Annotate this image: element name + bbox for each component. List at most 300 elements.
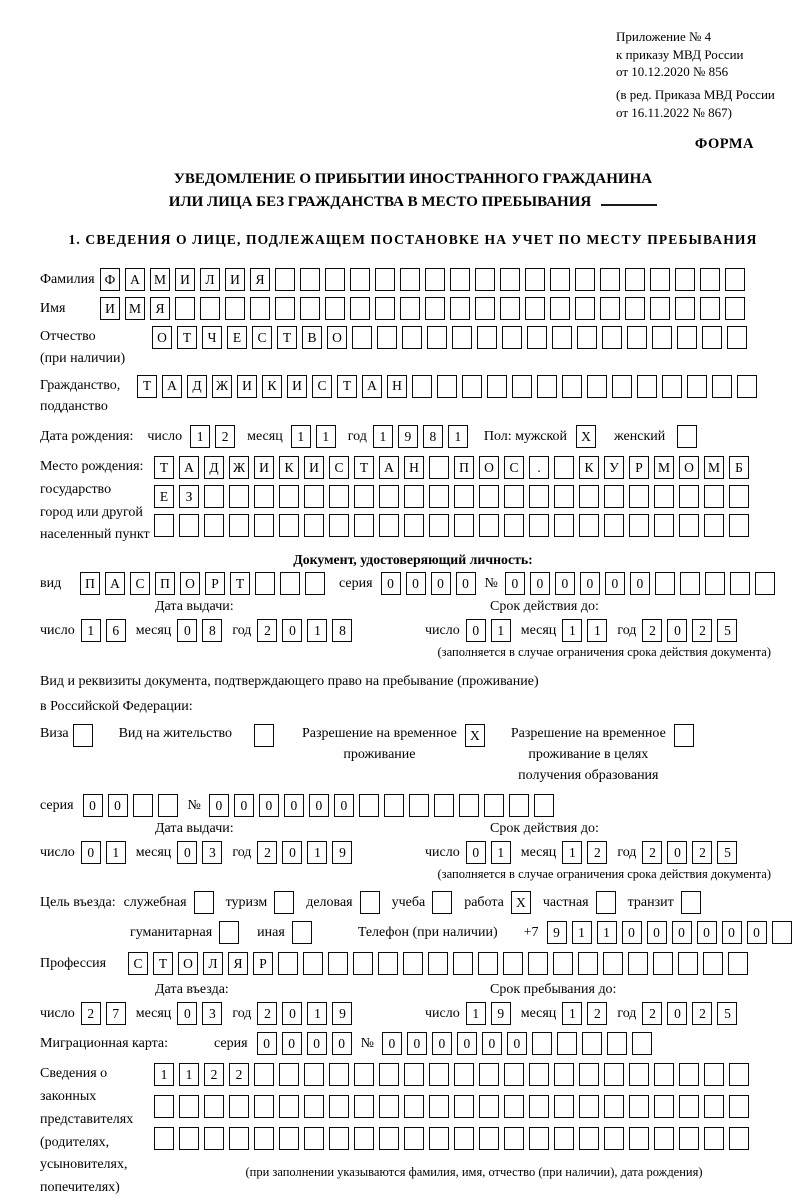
char-cell[interactable] [402,326,422,349]
char-cell[interactable]: Т [230,572,250,595]
char-cell[interactable]: 8 [332,619,352,642]
char-cell[interactable] [729,1063,749,1086]
char-cell[interactable] [652,326,672,349]
char-cell[interactable]: Е [154,485,174,508]
char-cell[interactable]: М [150,268,170,291]
residence-valid-year-input[interactable] [642,841,737,864]
char-cell[interactable] [328,952,348,975]
char-cell[interactable] [677,326,697,349]
char-cell[interactable] [280,572,300,595]
char-cell[interactable] [679,1095,699,1118]
temp-residence-edu-checkbox[interactable] [674,723,694,747]
char-cell[interactable] [730,572,750,595]
char-cell[interactable]: 2 [692,841,712,864]
char-cell[interactable]: 0 [282,619,302,642]
char-cell[interactable] [512,375,532,398]
char-cell[interactable]: 0 [432,1032,452,1055]
char-cell[interactable] [429,1063,449,1086]
char-cell[interactable] [304,485,324,508]
char-cell[interactable]: П [155,572,175,595]
char-cell[interactable]: 0 [209,794,229,817]
char-cell[interactable]: Ф [100,268,120,291]
char-cell[interactable] [575,297,595,320]
char-cell[interactable]: 0 [334,794,354,817]
char-cell[interactable]: К [262,375,282,398]
char-cell[interactable] [674,724,694,747]
char-cell[interactable] [425,268,445,291]
char-cell[interactable] [429,456,449,479]
char-cell[interactable]: 0 [667,619,687,642]
char-cell[interactable]: С [312,375,332,398]
char-cell[interactable]: 0 [431,572,451,595]
char-cell[interactable] [487,375,507,398]
char-cell[interactable]: С [252,326,272,349]
char-cell[interactable] [725,297,745,320]
char-cell[interactable]: 0 [282,1002,302,1025]
char-cell[interactable]: А [105,572,125,595]
char-cell[interactable] [375,268,395,291]
char-cell[interactable]: 0 [234,794,254,817]
char-cell[interactable]: 0 [555,572,575,595]
stay-month-input[interactable] [562,1002,607,1025]
char-cell[interactable] [429,485,449,508]
char-cell[interactable] [279,514,299,537]
char-cell[interactable]: 0 [332,1032,352,1055]
char-cell[interactable]: 2 [642,619,662,642]
char-cell[interactable] [329,485,349,508]
char-cell[interactable] [662,375,682,398]
entry-day-input[interactable] [81,1002,126,1025]
char-cell[interactable] [578,952,598,975]
char-cell[interactable] [603,952,623,975]
char-cell[interactable] [154,1095,174,1118]
char-cell[interactable]: Т [177,326,197,349]
char-cell[interactable]: 0 [177,841,197,864]
char-cell[interactable] [562,375,582,398]
char-cell[interactable] [475,297,495,320]
given-name-input[interactable] [100,297,745,320]
temp-residence-checkbox[interactable] [465,723,485,747]
char-cell[interactable] [454,514,474,537]
purpose-tourism-checkbox[interactable] [274,891,294,914]
char-cell[interactable]: А [179,456,199,479]
char-cell[interactable] [194,891,214,914]
char-cell[interactable]: 0 [382,1032,402,1055]
char-cell[interactable] [675,297,695,320]
char-cell[interactable] [554,1095,574,1118]
char-cell[interactable]: Р [253,952,273,975]
char-cell[interactable]: 0 [672,921,692,944]
char-cell[interactable] [475,268,495,291]
char-cell[interactable]: 0 [697,921,717,944]
char-cell[interactable]: 1 [307,841,327,864]
char-cell[interactable] [678,952,698,975]
char-cell[interactable] [504,514,524,537]
char-cell[interactable] [600,297,620,320]
char-cell[interactable] [154,1127,174,1150]
issue-year-input[interactable] [257,619,352,642]
char-cell[interactable] [629,1127,649,1150]
char-cell[interactable] [704,1127,724,1150]
char-cell[interactable] [529,1127,549,1150]
char-cell[interactable] [404,1095,424,1118]
char-cell[interactable]: А [125,268,145,291]
entry-month-input[interactable] [177,1002,222,1025]
residence-series-input[interactable] [83,794,178,817]
char-cell[interactable]: 1 [572,921,592,944]
char-cell[interactable]: 9 [547,921,567,944]
char-cell[interactable] [200,297,220,320]
purpose-business-checkbox[interactable] [360,891,380,914]
char-cell[interactable] [504,1095,524,1118]
char-cell[interactable] [712,375,732,398]
purpose-work-checkbox[interactable] [511,891,531,914]
char-cell[interactable]: 1 [466,1002,486,1025]
char-cell[interactable] [604,514,624,537]
char-cell[interactable] [554,514,574,537]
char-cell[interactable]: 1 [448,425,468,448]
purpose-private-checkbox[interactable] [596,891,616,914]
char-cell[interactable]: 1 [562,619,582,642]
char-cell[interactable]: Т [337,375,357,398]
char-cell[interactable] [704,1095,724,1118]
char-cell[interactable] [325,268,345,291]
sex-female-checkbox[interactable] [677,425,697,448]
char-cell[interactable] [552,326,572,349]
char-cell[interactable]: 1 [597,921,617,944]
char-cell[interactable]: А [379,456,399,479]
char-cell[interactable] [527,326,547,349]
visa-checkbox[interactable] [73,723,93,747]
char-cell[interactable] [479,1095,499,1118]
char-cell[interactable]: 1 [179,1063,199,1086]
char-cell[interactable] [133,794,153,817]
char-cell[interactable] [325,297,345,320]
char-cell[interactable] [353,952,373,975]
char-cell[interactable]: 0 [530,572,550,595]
char-cell[interactable]: И [100,297,120,320]
char-cell[interactable] [554,1127,574,1150]
purpose-study-checkbox[interactable] [432,891,452,914]
char-cell[interactable] [529,485,549,508]
phone-input[interactable] [547,921,792,944]
char-cell[interactable] [384,794,404,817]
char-cell[interactable] [500,268,520,291]
valid-day-input[interactable] [466,619,511,642]
char-cell[interactable]: 0 [284,794,304,817]
char-cell[interactable]: 2 [692,1002,712,1025]
char-cell[interactable] [429,514,449,537]
birth-place-input-row3[interactable] [154,514,749,537]
valid-year-input[interactable] [642,619,737,642]
char-cell[interactable]: 0 [457,1032,477,1055]
char-cell[interactable]: Т [137,375,157,398]
char-cell[interactable] [675,268,695,291]
legal-representatives-input-row2[interactable] [154,1095,754,1118]
char-cell[interactable] [655,572,675,595]
char-cell[interactable] [479,485,499,508]
char-cell[interactable] [478,952,498,975]
char-cell[interactable] [275,268,295,291]
char-cell[interactable] [304,514,324,537]
stay-year-input[interactable] [642,1002,737,1025]
char-cell[interactable] [729,1095,749,1118]
char-cell[interactable] [254,724,274,747]
char-cell[interactable]: П [454,456,474,479]
char-cell[interactable]: 0 [456,572,476,595]
char-cell[interactable] [453,952,473,975]
char-cell[interactable]: С [329,456,349,479]
char-cell[interactable] [278,952,298,975]
char-cell[interactable]: 2 [257,619,277,642]
char-cell[interactable] [602,326,622,349]
char-cell[interactable] [354,1127,374,1150]
char-cell[interactable] [554,456,574,479]
char-cell[interactable] [303,952,323,975]
residence-issue-day-input[interactable] [81,841,126,864]
char-cell[interactable]: 0 [282,1032,302,1055]
char-cell[interactable] [427,326,447,349]
char-cell[interactable]: Н [387,375,407,398]
char-cell[interactable] [352,326,372,349]
char-cell[interactable]: X [465,724,485,747]
char-cell[interactable] [504,1127,524,1150]
char-cell[interactable] [400,268,420,291]
char-cell[interactable] [607,1032,627,1055]
char-cell[interactable] [629,1063,649,1086]
char-cell[interactable] [379,1095,399,1118]
char-cell[interactable]: А [162,375,182,398]
char-cell[interactable] [529,1095,549,1118]
char-cell[interactable]: 1 [562,1002,582,1025]
char-cell[interactable] [612,375,632,398]
char-cell[interactable]: 2 [204,1063,224,1086]
char-cell[interactable]: 2 [257,1002,277,1025]
char-cell[interactable] [579,514,599,537]
char-cell[interactable] [579,485,599,508]
char-cell[interactable] [329,514,349,537]
char-cell[interactable] [628,952,648,975]
doc-series-input[interactable] [381,572,476,595]
char-cell[interactable] [329,1063,349,1086]
char-cell[interactable] [329,1095,349,1118]
char-cell[interactable] [379,485,399,508]
profession-input[interactable] [128,952,748,975]
char-cell[interactable] [379,1127,399,1150]
issue-day-input[interactable] [81,619,126,642]
char-cell[interactable] [550,268,570,291]
residence-valid-month-input[interactable] [562,841,607,864]
char-cell[interactable]: 2 [257,841,277,864]
char-cell[interactable]: 9 [491,1002,511,1025]
char-cell[interactable] [274,891,294,914]
char-cell[interactable] [479,1063,499,1086]
char-cell[interactable]: Я [250,268,270,291]
char-cell[interactable] [537,375,557,398]
char-cell[interactable]: 5 [717,1002,737,1025]
char-cell[interactable] [529,1063,549,1086]
char-cell[interactable] [509,794,529,817]
char-cell[interactable]: Ж [212,375,232,398]
char-cell[interactable]: О [180,572,200,595]
surname-input[interactable] [100,268,745,291]
char-cell[interactable]: 0 [307,1032,327,1055]
char-cell[interactable]: Б [729,456,749,479]
char-cell[interactable] [404,514,424,537]
char-cell[interactable]: Т [277,326,297,349]
char-cell[interactable] [653,952,673,975]
char-cell[interactable]: 0 [505,572,525,595]
char-cell[interactable]: 0 [83,794,103,817]
char-cell[interactable] [529,514,549,537]
char-cell[interactable] [250,297,270,320]
char-cell[interactable] [300,297,320,320]
char-cell[interactable]: 8 [423,425,443,448]
char-cell[interactable] [254,1127,274,1150]
char-cell[interactable] [700,268,720,291]
char-cell[interactable] [679,514,699,537]
char-cell[interactable]: 2 [229,1063,249,1086]
char-cell[interactable] [354,514,374,537]
char-cell[interactable] [425,297,445,320]
sex-male-checkbox[interactable] [576,425,596,448]
char-cell[interactable]: 0 [282,841,302,864]
char-cell[interactable] [158,794,178,817]
char-cell[interactable] [304,1095,324,1118]
char-cell[interactable]: М [704,456,724,479]
char-cell[interactable]: 0 [605,572,625,595]
char-cell[interactable] [437,375,457,398]
char-cell[interactable] [534,794,554,817]
char-cell[interactable] [179,514,199,537]
char-cell[interactable] [681,891,701,914]
char-cell[interactable] [604,1063,624,1086]
char-cell[interactable] [300,268,320,291]
char-cell[interactable]: С [128,952,148,975]
char-cell[interactable] [354,485,374,508]
char-cell[interactable] [400,297,420,320]
char-cell[interactable] [600,268,620,291]
char-cell[interactable]: X [511,891,531,914]
char-cell[interactable]: 1 [491,619,511,642]
char-cell[interactable]: Р [629,456,649,479]
char-cell[interactable] [175,297,195,320]
char-cell[interactable]: 0 [177,1002,197,1025]
char-cell[interactable] [484,794,504,817]
char-cell[interactable] [304,1063,324,1086]
char-cell[interactable] [579,1127,599,1150]
char-cell[interactable]: 0 [747,921,767,944]
char-cell[interactable]: 8 [202,619,222,642]
char-cell[interactable] [728,952,748,975]
char-cell[interactable] [304,1127,324,1150]
char-cell[interactable] [403,952,423,975]
char-cell[interactable] [225,297,245,320]
char-cell[interactable] [579,1063,599,1086]
char-cell[interactable] [254,1095,274,1118]
char-cell[interactable]: 0 [81,841,101,864]
char-cell[interactable] [305,572,325,595]
char-cell[interactable]: Т [154,456,174,479]
char-cell[interactable] [554,1063,574,1086]
char-cell[interactable] [454,1127,474,1150]
char-cell[interactable] [503,952,523,975]
char-cell[interactable]: И [237,375,257,398]
char-cell[interactable]: 0 [177,619,197,642]
char-cell[interactable] [254,514,274,537]
char-cell[interactable]: В [302,326,322,349]
char-cell[interactable] [729,1127,749,1150]
purpose-official-checkbox[interactable] [194,891,214,914]
residence-valid-day-input[interactable] [466,841,511,864]
char-cell[interactable] [378,952,398,975]
char-cell[interactable] [704,514,724,537]
char-cell[interactable] [604,1095,624,1118]
char-cell[interactable] [650,268,670,291]
char-cell[interactable]: 1 [316,425,336,448]
char-cell[interactable]: 0 [309,794,329,817]
char-cell[interactable]: 0 [466,841,486,864]
char-cell[interactable] [404,1127,424,1150]
char-cell[interactable] [229,1127,249,1150]
char-cell[interactable]: Я [228,952,248,975]
char-cell[interactable]: 1 [106,841,126,864]
doc-number-input[interactable] [505,572,775,595]
char-cell[interactable]: 0 [622,921,642,944]
residence-issue-year-input[interactable] [257,841,352,864]
char-cell[interactable]: Е [227,326,247,349]
char-cell[interactable]: А [362,375,382,398]
char-cell[interactable] [729,514,749,537]
char-cell[interactable] [604,1127,624,1150]
char-cell[interactable] [404,1063,424,1086]
char-cell[interactable] [502,326,522,349]
char-cell[interactable] [434,794,454,817]
char-cell[interactable] [528,952,548,975]
char-cell[interactable] [219,921,239,944]
birth-year-input[interactable] [373,425,468,448]
char-cell[interactable]: 0 [259,794,279,817]
char-cell[interactable] [279,485,299,508]
char-cell[interactable] [412,375,432,398]
char-cell[interactable] [229,1095,249,1118]
char-cell[interactable]: 0 [406,572,426,595]
char-cell[interactable]: И [304,456,324,479]
char-cell[interactable] [604,485,624,508]
purpose-transit-checkbox[interactable] [681,891,701,914]
char-cell[interactable]: 0 [580,572,600,595]
char-cell[interactable] [679,485,699,508]
char-cell[interactable] [329,1127,349,1150]
char-cell[interactable] [587,375,607,398]
char-cell[interactable] [379,1063,399,1086]
char-cell[interactable]: 1 [190,425,210,448]
char-cell[interactable]: . [529,456,549,479]
char-cell[interactable]: 5 [717,619,737,642]
entry-year-input[interactable] [257,1002,352,1025]
char-cell[interactable]: Ч [202,326,222,349]
char-cell[interactable] [654,1063,674,1086]
char-cell[interactable]: 1 [154,1063,174,1086]
char-cell[interactable]: 0 [630,572,650,595]
char-cell[interactable] [704,485,724,508]
char-cell[interactable] [525,297,545,320]
purpose-humanitarian-checkbox[interactable] [219,921,239,944]
birth-month-input[interactable] [291,425,336,448]
char-cell[interactable] [500,297,520,320]
char-cell[interactable] [454,1095,474,1118]
char-cell[interactable]: 1 [291,425,311,448]
